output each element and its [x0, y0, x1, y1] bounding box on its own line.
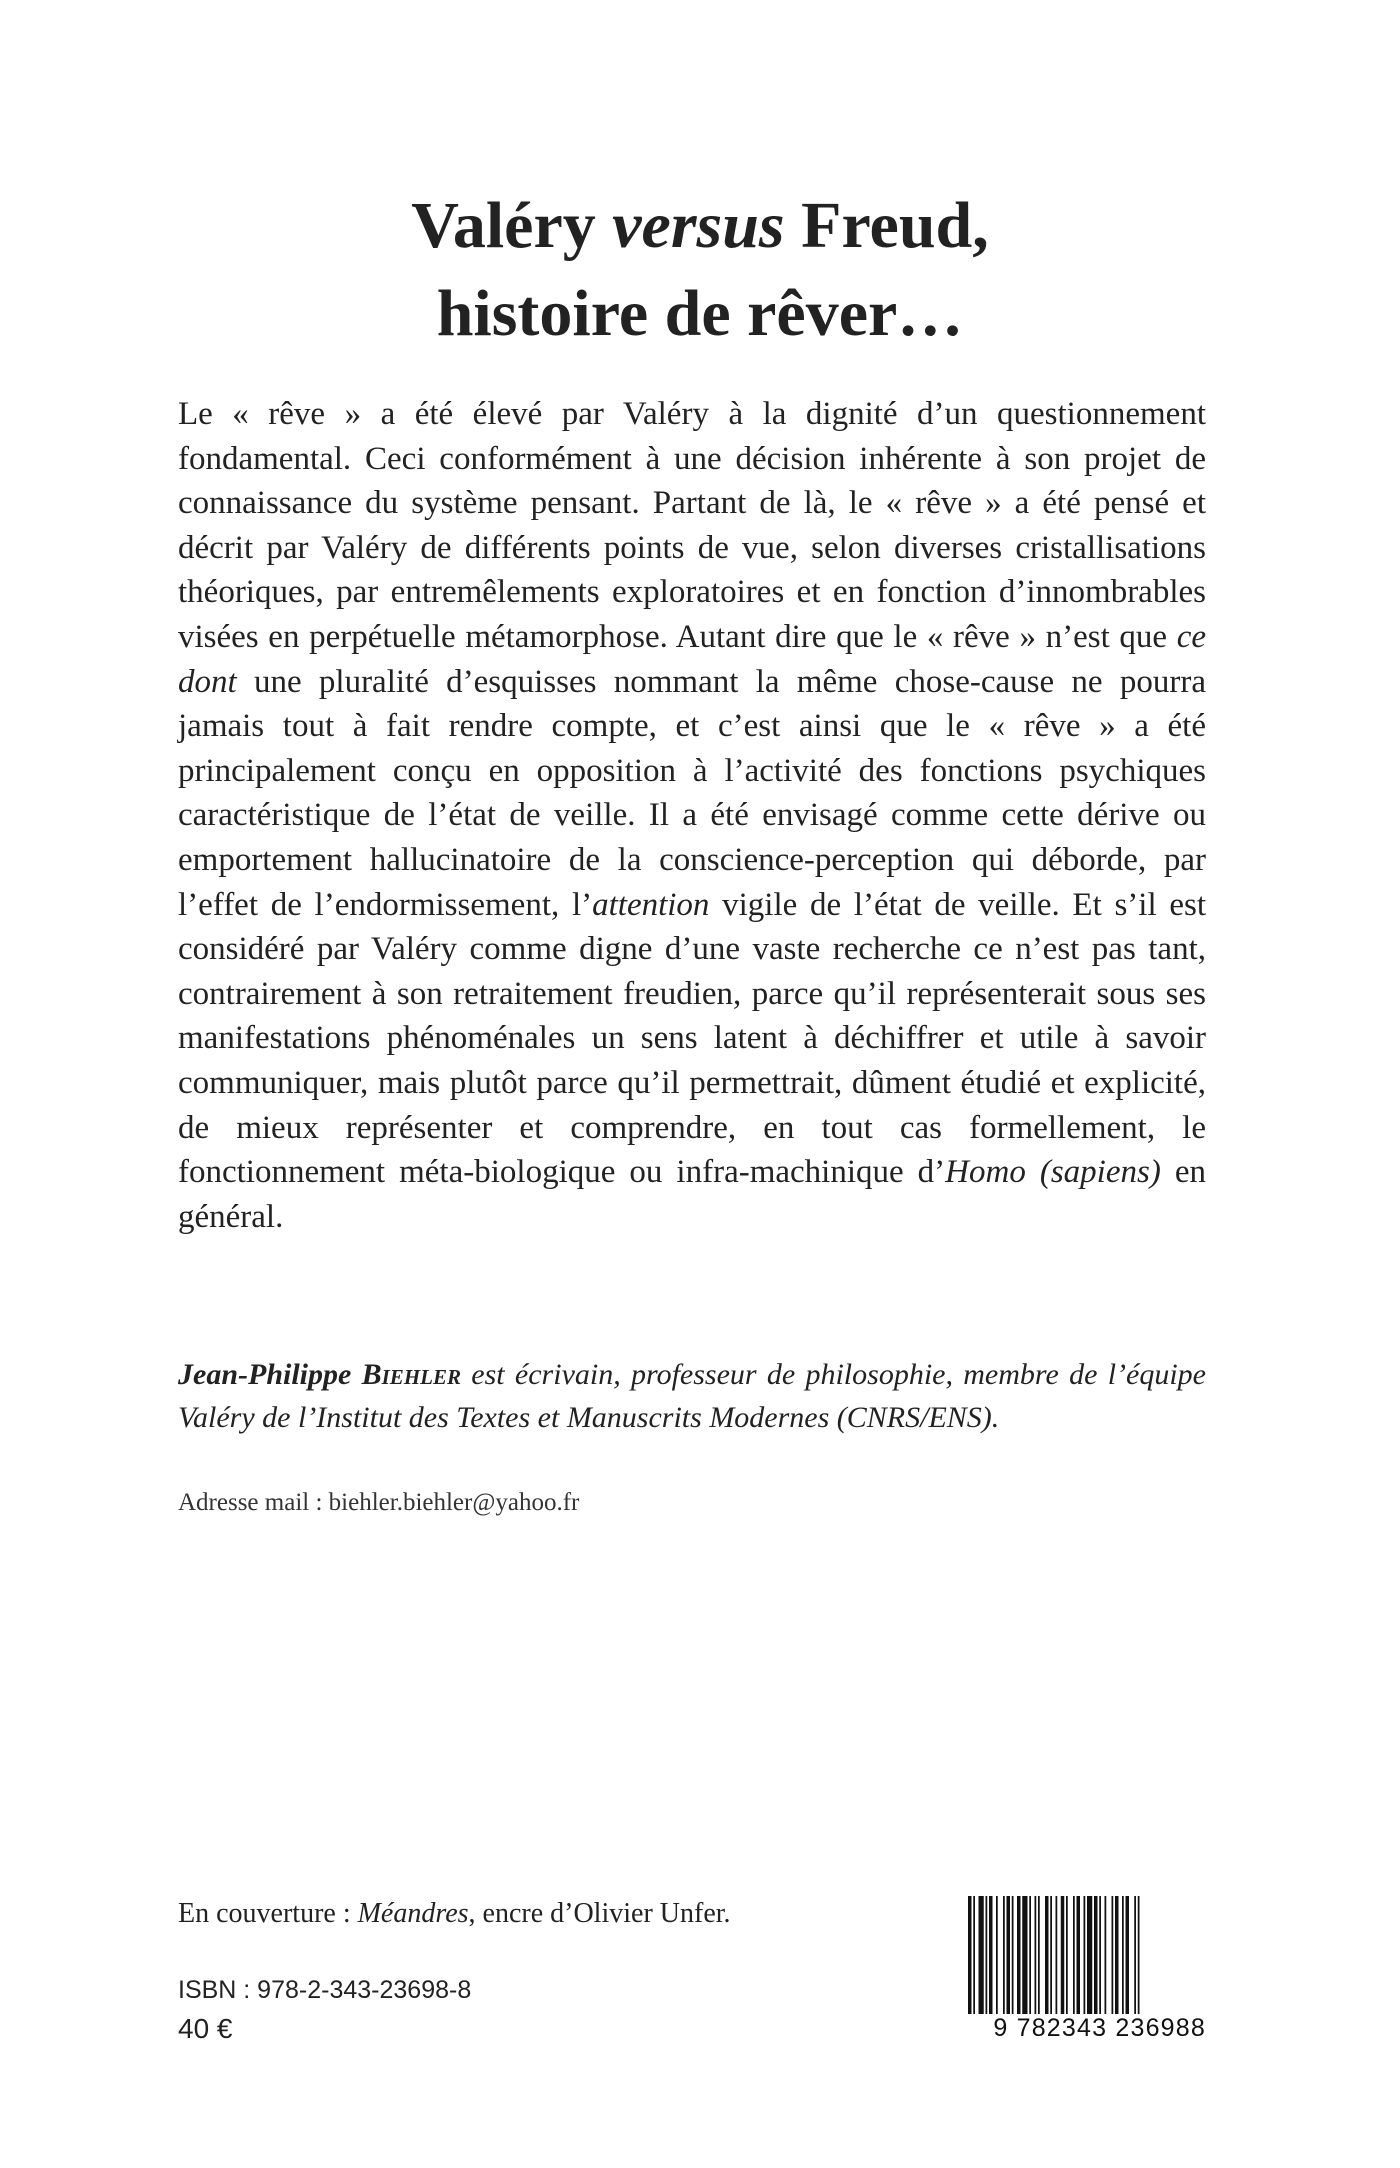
- isbn: ISBN : 978-2-343-23698-8: [178, 1976, 472, 2004]
- summary-text: [178, 392, 1206, 1239]
- book-title: [0, 182, 1400, 358]
- author-bio-text: est écrivain, professeur de philosophie, membre de l’équipe Valéry de l’Institut des Textes et Manuscrits Modernes (CNRS/ENS).: [178, 1358, 1206, 1434]
- author-email: Adresse mail : biehler.biehler@yahoo.fr: [178, 1489, 580, 1516]
- barcode-digits: 9 782343 236988: [993, 2014, 1206, 2042]
- summary-paragraph: Le « rêve » a été élevé par Valéry à la dignité d’un questionnement fondamental. Ceci conformément à une décision inhérente à son projet de connaissance du système pensant. Partant de là, le « rêve » a été pensé et décrit par Valéry de différents points de vue, selon diverses cristallisations théoriques, par entremêlements exploratoires et en fonction d’innombrables visées en perpétuelle métamorphose. Autant dire que le « rêve » n’est que ce dont une pluralité d’esquisses nommant la même chose-cause ne pourra jamais tout à fait rendre compte, et c’est ainsi que le « rêve » a été principalement conçu en opposition à l’activité des fonctions psychiques caractéristique de l’état de veille. Il a été envisagé comme cette dérive ou emportement hallucinatoire de la conscience-perception qui déborde, par l’effet de l’endormissement, l’attention vigile de l’état de veille. Et s’il est considéré par Valéry comme digne d’une vaste recherche ce n’est pas tant, contrairement à son retraitement freudien, parce qu’il représenterait sous ses manifestations phénoménales un sens latent à déchiffrer et utile à savoir communiquer, mais plutôt parce qu’il permettrait, dûment étudié et explicité, de mieux représenter et comprendre, en tout cas formellement, le fonctionnement méta-biologique ou infra-machinique d’Homo (sapiens) en général.: [178, 396, 1206, 1235]
- cover-credit: En couverture : Méandres, encre d’Olivier Unfer.: [178, 1898, 731, 1929]
- title-line-2: histoire de rêver…: [436, 277, 964, 351]
- price: 40 €: [178, 2013, 233, 2044]
- title-line-1: Valéry versus Freud,: [411, 189, 989, 263]
- author-first-name: Jean-Philippe: [178, 1358, 362, 1391]
- title-emphasis: versus: [612, 189, 785, 263]
- author-bio: [178, 1353, 1206, 1439]
- barcode-icon: [966, 1896, 1206, 2020]
- author-last-name: Biehler: [361, 1358, 461, 1391]
